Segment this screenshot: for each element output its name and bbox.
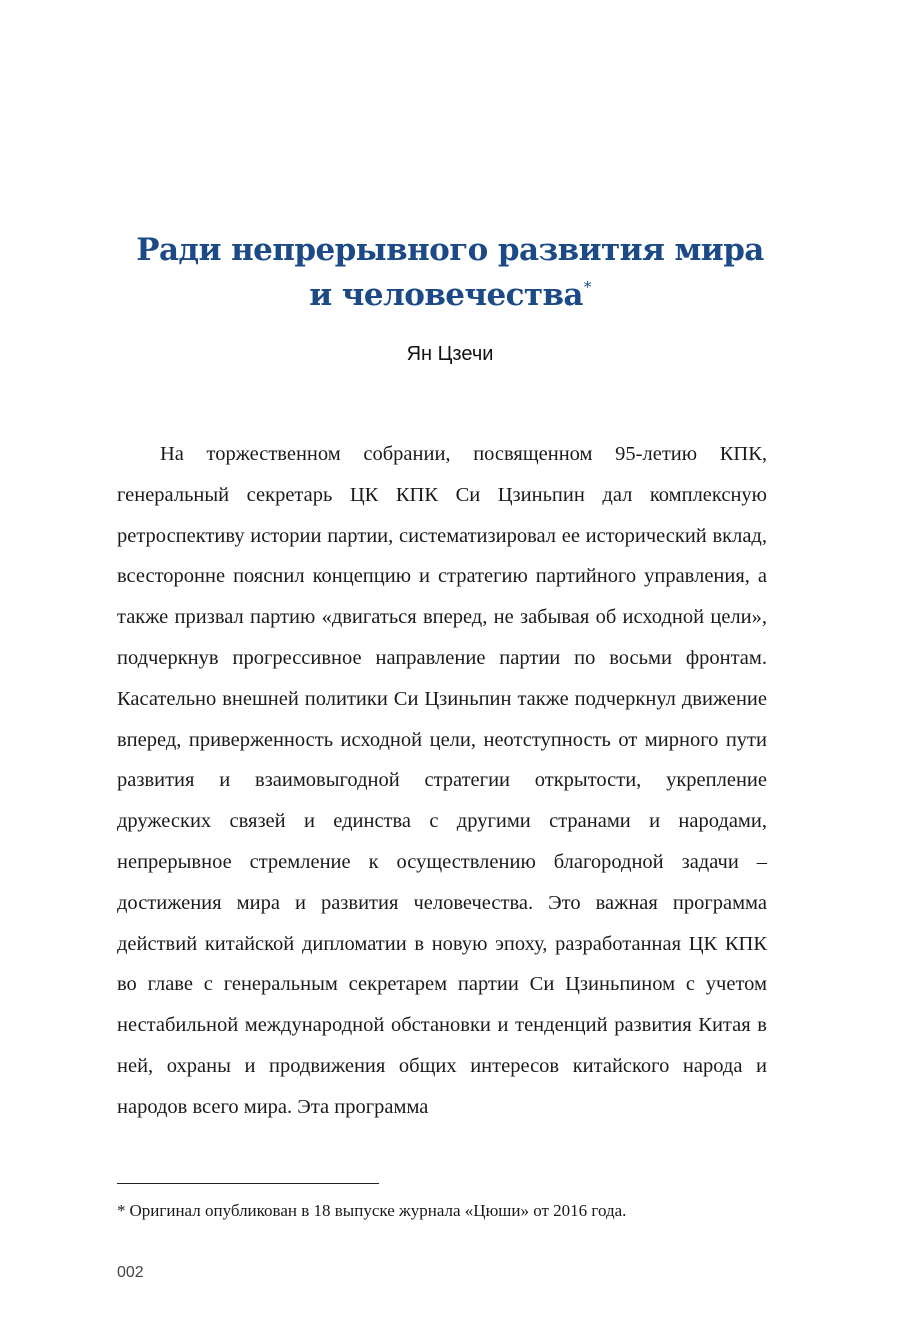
footnote-divider — [117, 1183, 379, 1184]
footnote-text: Оригинал опубликован в 18 выпуске журнала «Цюши» от 2016 года. — [129, 1201, 627, 1220]
page-number: 002 — [117, 1264, 144, 1281]
title-footnote-marker: * — [583, 278, 591, 296]
article-title — [120, 228, 780, 318]
article-author: Ян Цзечи — [406, 343, 494, 365]
footnote — [117, 1198, 777, 1224]
article-body-paragraph: На торжественном собрании, посвященном 95-летию КПК, генеральный секретарь ЦК КПК Си Цзиньпин дал комплексную ретроспективу истории партии, систематизировал ее исторический вклад, всесторонне пояснил концепцию и стратегию партийного управления, а также призвал партию «двигаться вперед, не забывая об исходной цели», подчеркнув прогрессивное направление партии по восьми фронтам. Касательно внешней политики Си Цзиньпин также подчеркнул движение вперед, приверженность исходной цели, неотступность от мирного пути развития и взаимовыгодной стратегии открытости, укрепление дружеских связей и единства с другими странами и народами, непрерывное стремление к осуществлению благородной задачи – достижения мира и развития человечества. Это важная программа действий китайской дипломатии в новую эпоху, разработанная ЦК КПК во главе с генеральным секретарем партии Си Цзиньпином с учетом нестабильной международной обстановки и тенденций развития Китая в ней, охраны и продвижения общих интересов китайского народа и народов всего мира. Эта программа — [117, 443, 767, 1118]
footnote-marker: * — [117, 1201, 126, 1220]
article-title-text: Ради непрерывного развития мира и человечества — [136, 232, 764, 313]
